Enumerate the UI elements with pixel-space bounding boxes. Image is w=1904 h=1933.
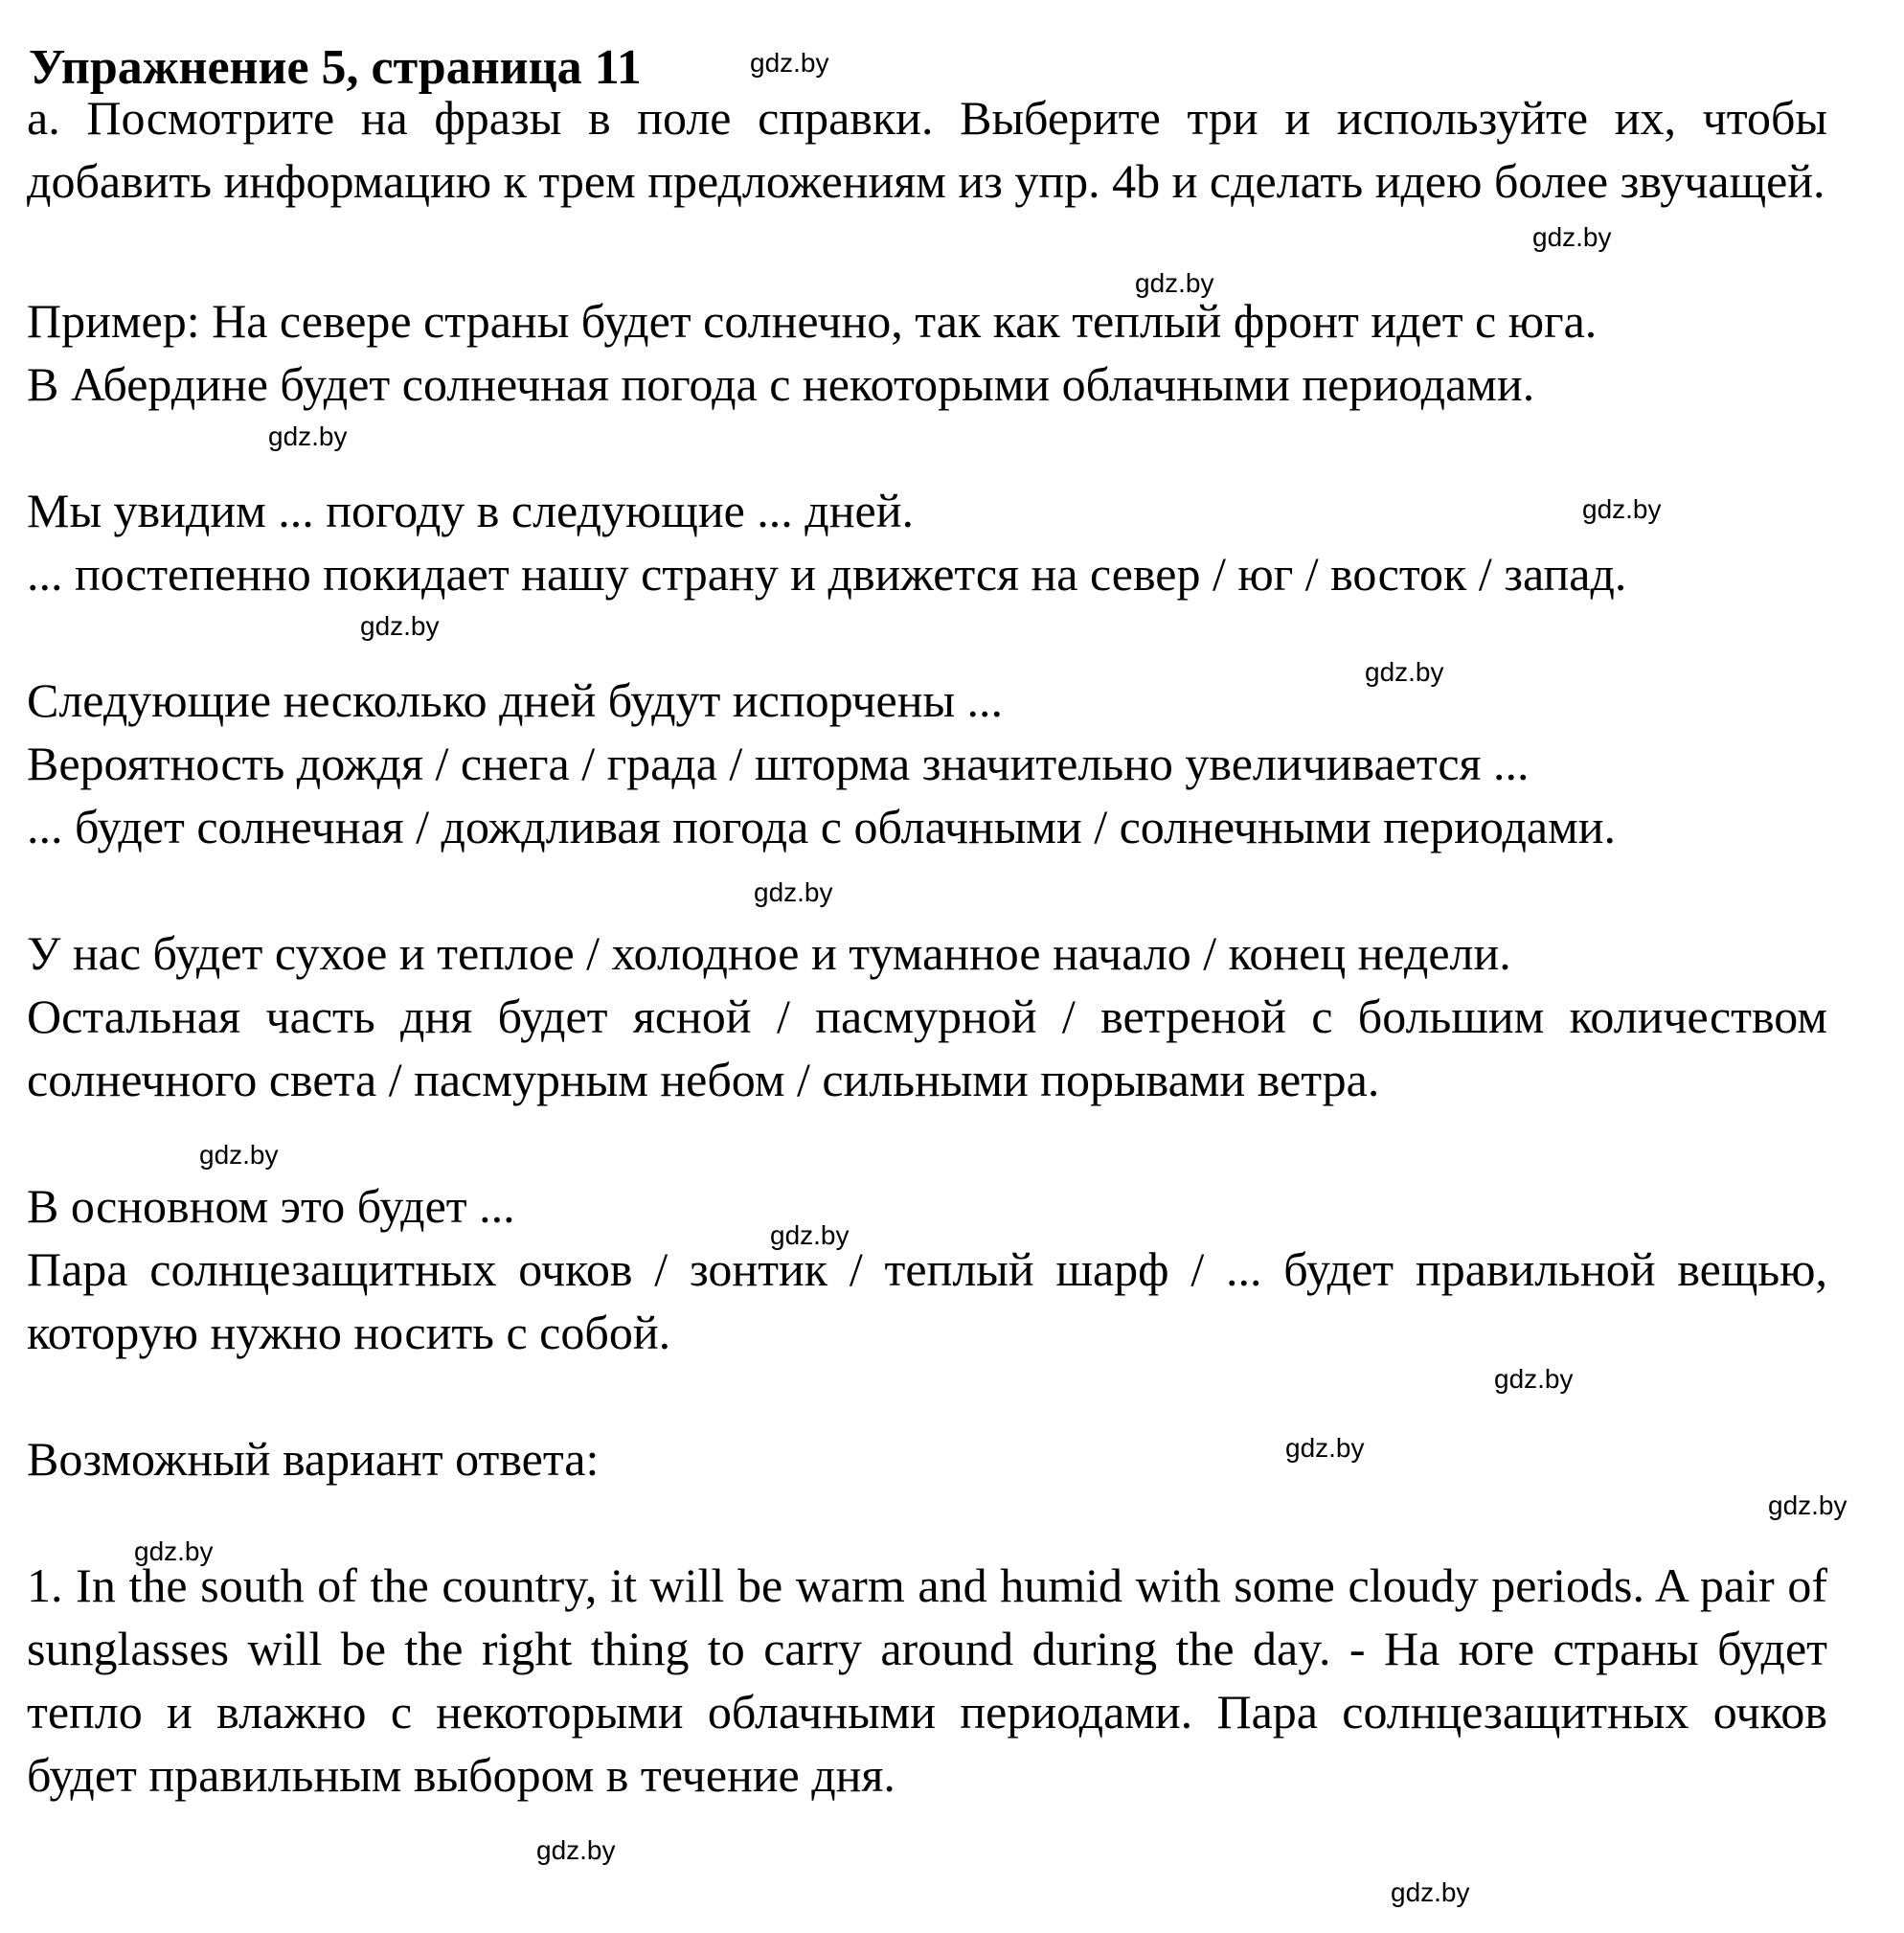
watermark: gdz.by xyxy=(1365,657,1444,687)
watermark: gdz.by xyxy=(1285,1433,1365,1463)
watermark: gdz.by xyxy=(536,1835,616,1865)
phrase-3: Следующие несколько дней будут испорчены ... xyxy=(27,673,1004,727)
watermark: gdz.by xyxy=(770,1220,850,1250)
phrase-4: Вероятность дождя / снега / града / шторма значительно увеличивается ... xyxy=(27,737,1530,790)
watermark: gdz.by xyxy=(1532,222,1612,252)
watermark: gdz.by xyxy=(754,877,833,907)
example-line-2: В Абердине будет солнечная погода с некоторыми облачными периодами. xyxy=(27,357,1535,411)
phrase-2: ... постепенно покидает нашу страну и движется на север / юг / восток / запад. xyxy=(27,547,1627,601)
watermark: gdz.by xyxy=(1494,1364,1574,1394)
answer-text: 1. In the south of the country, it will be warm and humid with some cloudy periods. A pair of sunglasses will be the right thing to carry around during the day. - На юге страны будет тепло и влажно с некоторыми облачными периодами. Пара солнцезащитных очков будет правильным выбором в течение дня. xyxy=(27,1558,1827,1802)
phrase-9: Пара солнцезащитных очков / зонтик / теплый шарф / ... будет правильной вещью, которую нужно носить с собой. xyxy=(27,1242,1827,1359)
task-text: а. Посмотрите на фразы в поле справки. Выберите три и используйте их, чтобы добавить информацию к трем предложениям из упр. 4b и сделать идею более звучащей. xyxy=(27,91,1827,208)
watermark: gdz.by xyxy=(1135,268,1214,298)
watermark: gdz.by xyxy=(750,48,829,78)
watermark: gdz.by xyxy=(1582,494,1662,524)
watermark: gdz.by xyxy=(1391,1877,1470,1907)
answer-heading: Возможный вариант ответа: xyxy=(27,1432,600,1486)
phrase-1: Мы увидим ... погоду в следующие ... дней. xyxy=(27,484,914,537)
watermark: gdz.by xyxy=(134,1536,214,1566)
example-line-1: Пример: На севере страны будет солнечно, так как теплый фронт идет с юга. xyxy=(27,294,1598,348)
phrase-8: В основном это будет ... xyxy=(27,1179,515,1233)
watermark: gdz.by xyxy=(268,421,348,451)
phrase-5: ... будет солнечная / дождливая погода с облачными / солнечными периодами. xyxy=(27,800,1616,853)
exercise-title: Упражнение 5, страница 11 xyxy=(29,40,642,95)
watermark: gdz.by xyxy=(360,611,440,641)
watermark: gdz.by xyxy=(199,1140,279,1170)
phrase-7: Остальная часть дня будет ясной / пасмурной / ветреной с большим количеством солнечного света / пасмурным небом / сильными порывами ветра. xyxy=(27,989,1827,1106)
phrase-6: У нас будет сухое и теплое / холодное и туманное начало / конец недели. xyxy=(27,926,1511,980)
watermark: gdz.by xyxy=(1768,1490,1847,1520)
